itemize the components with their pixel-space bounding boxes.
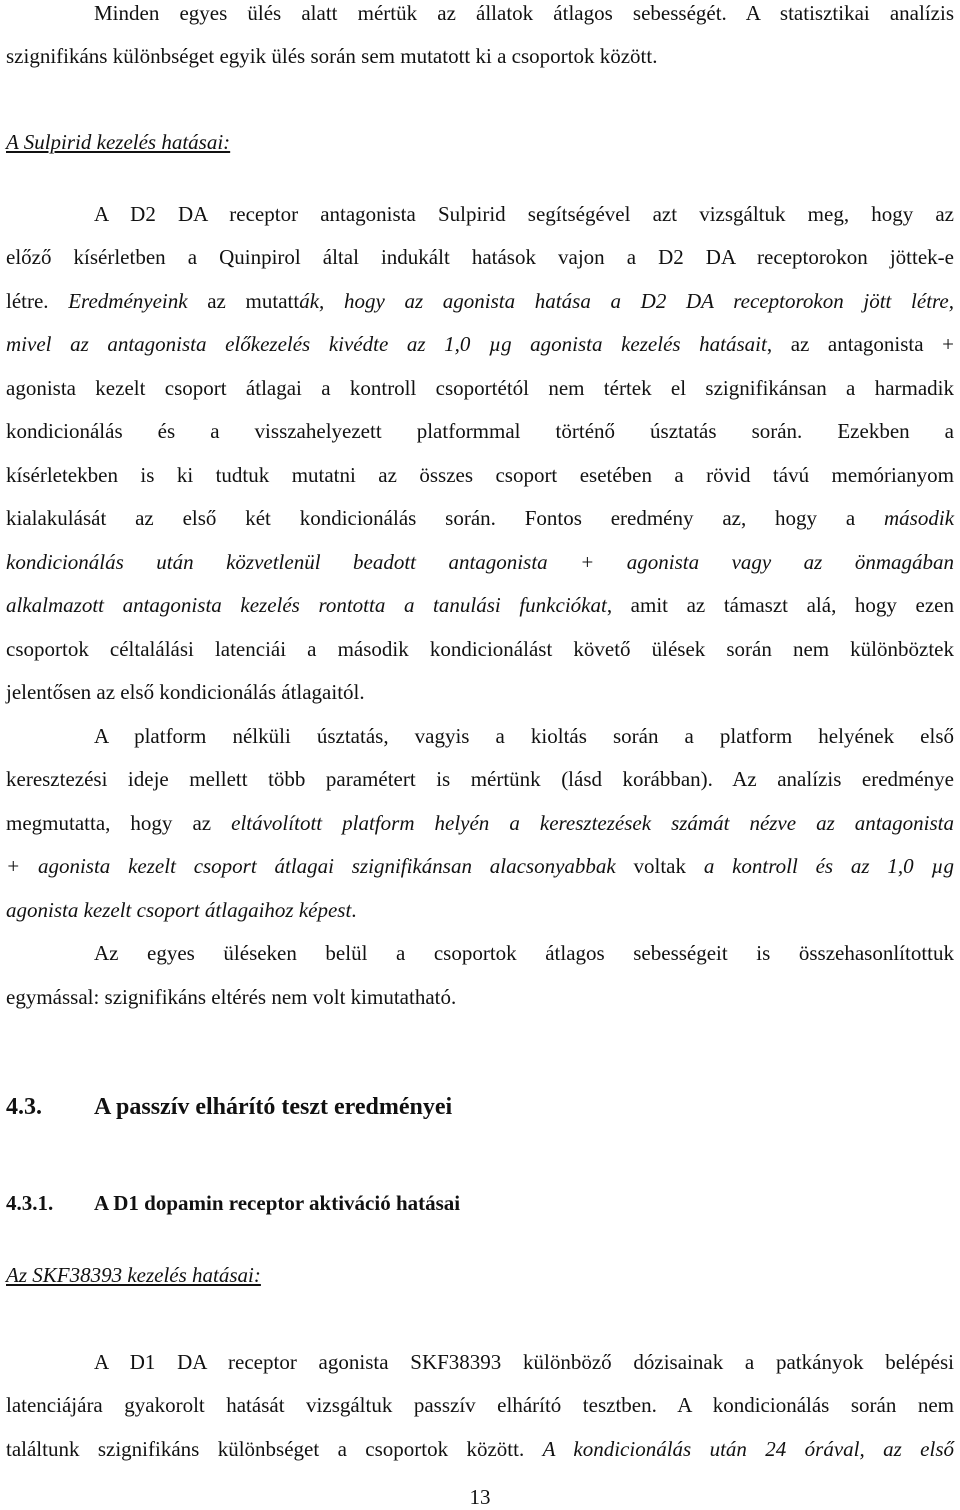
text-run-italic: a kontroll és az 1,0 µg xyxy=(703,854,955,878)
text-run: létre. xyxy=(6,289,49,313)
paragraph-line: agonista kezelt csoport átlagai a kontroll csoportétól nem tértek el szignifikánsan a harmadik xyxy=(6,376,954,400)
paragraph-line xyxy=(6,810,954,836)
text-run: , amit az támaszt alá, hogy ezen xyxy=(606,593,954,617)
paragraph-line: egymással: szignifikáns eltérés nem volt kimutatható. xyxy=(6,985,457,1009)
paragraph-line xyxy=(6,897,954,923)
text-run-italic: agonista kezelt csoport átlagaihoz képest xyxy=(6,898,352,922)
paragraph-line: előző kísérletben a Quinpirol által indukált hatások vajon a D2 DA receptorokon jöttek-e xyxy=(6,245,954,269)
page-number: 13 xyxy=(469,1485,491,1509)
text-run: az mutatt xyxy=(207,289,300,313)
text-run-italic: A kondicionálás után 24 órával, az első xyxy=(542,1437,954,1461)
section-title: A passzív elhárító teszt eredményei xyxy=(94,1094,453,1120)
text-run: találtunk szignifikáns különbséget a csoportok között. xyxy=(6,1437,525,1461)
subsection-heading xyxy=(6,1190,460,1216)
paragraph-line xyxy=(6,1436,954,1462)
paragraph-line xyxy=(6,853,954,879)
paragraph-line: kondicionálás és a visszahelyezett platformmal történő úsztatás során. Ezekben a xyxy=(6,419,954,443)
paragraph-line xyxy=(6,505,954,531)
subtitle-skf: Az SKF38393 kezelés hatásai: xyxy=(6,1263,261,1287)
text-run-italic: Eredményeink xyxy=(68,289,188,313)
paragraph-line: A platform nélküli úsztatás, vagyis a kioltás során a platform helyének első xyxy=(94,724,954,748)
subsection-number: 4.3.1. xyxy=(6,1191,54,1215)
text-run-italic: alkalmazott antagonista kezelés rontotta a tanulási funkciókat xyxy=(6,593,607,617)
paragraph-line: latenciájára gyakorolt hatását vizsgáltuk passzív elhárító tesztben. A kondicionálás során nem xyxy=(6,1393,954,1417)
text-run-italic: eltávolított platform helyén a keresztezések számát nézve az antagonista xyxy=(231,811,954,835)
text-run-italic: + agonista kezelt csoport átlagai szignifikánsan alacsonyabbak xyxy=(6,854,616,878)
text-run: . xyxy=(351,898,357,922)
paragraph-line: Minden egyes ülés alatt mértük az állatok átlagos sebességét. A statisztikai analízis xyxy=(94,1,954,25)
paragraph-line: jelentősen az első kondicionálás átlagaitól. xyxy=(6,680,365,704)
subsection-title: A D1 dopamin receptor aktiváció hatásai xyxy=(94,1191,461,1215)
text-run: voltak xyxy=(633,854,687,878)
text-run: megmutatta, hogy az xyxy=(6,811,212,835)
paragraph-line xyxy=(6,331,954,357)
text-run: , az antagonista + xyxy=(766,332,954,356)
paragraph-line: szignifikáns különbséget egyik ülés során sem mutatott ki a csoportok között. xyxy=(6,44,658,68)
paragraph-line: csoportok céltalálási latenciái a második kondicionálást követő ülések során nem különböztek xyxy=(6,637,954,661)
text-run-italic: második xyxy=(884,506,955,530)
paragraph-line: A D1 DA receptor agonista SKF38393 különböző dózisainak a patkányok belépési xyxy=(94,1350,954,1374)
section-heading xyxy=(6,1092,452,1122)
paragraph-line: kísérletekben is ki tudtuk mutatni az összes csoport esetében a rövid távú memórianyom xyxy=(6,463,954,487)
text-run-italic: ák, hogy az agonista hatása a D2 DA receptorokon jött létre, xyxy=(299,289,954,313)
paragraph-line: kondicionálás után közvetlenül beadott antagonista + agonista vagy az önmagában xyxy=(6,550,954,574)
paragraph-line: A D2 DA receptor antagonista Sulpirid segítségével azt vizsgáltuk meg, hogy az xyxy=(94,202,954,226)
section-number: 4.3. xyxy=(6,1094,42,1120)
paragraph-line: Az egyes üléseken belül a csoportok átlagos sebességeit is összehasonlítottuk xyxy=(94,941,954,965)
paragraph-line xyxy=(6,288,954,314)
text-run: kialakulását az első két kondicionálás során. Fontos eredmény az, hogy a xyxy=(6,506,856,530)
subtitle-sulpirid: A Sulpirid kezelés hatásai: xyxy=(6,130,231,154)
paragraph-line xyxy=(6,592,954,618)
text-run-italic: mivel az antagonista előkezelés kivédte az 1,0 µg agonista kezelés hatásait xyxy=(6,332,767,356)
paragraph-line: keresztezési ideje mellett több paramétert is mértünk (lásd korábban). Az analízis eredménye xyxy=(6,767,954,791)
